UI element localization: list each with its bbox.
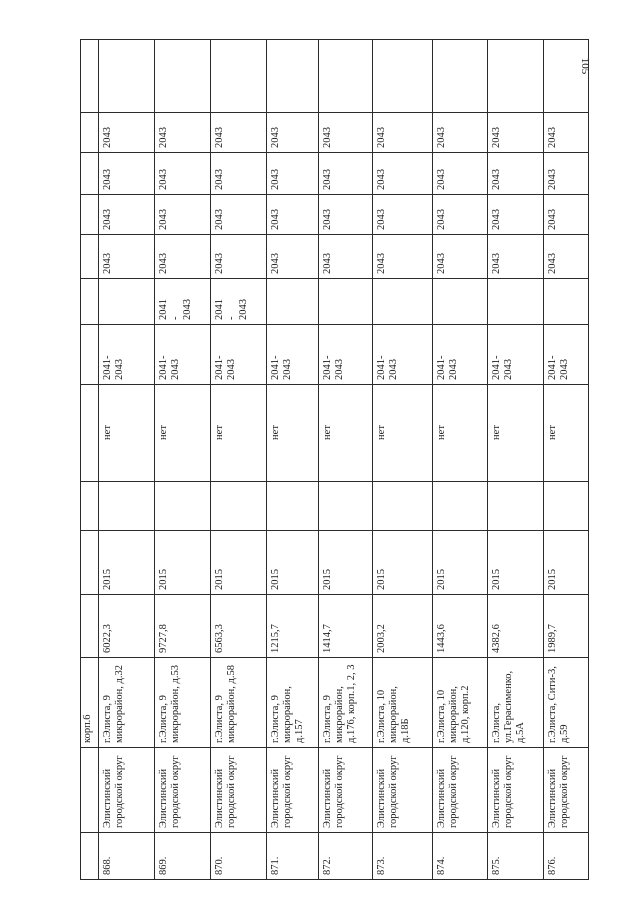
cell-gas-text: нет	[547, 425, 558, 440]
cell-y4-text: 2043	[158, 127, 169, 148]
cell-municipality-text: Элистинский городской округ	[102, 755, 125, 828]
cell-y1	[81, 235, 99, 279]
cell-area	[488, 595, 544, 658]
cell-y1	[433, 235, 488, 279]
cell-period-text: 2041- 2043	[436, 355, 459, 380]
cell-address	[319, 658, 373, 748]
cell-period	[488, 325, 544, 385]
cell-p1	[267, 279, 319, 325]
cell-y3	[99, 153, 155, 195]
cell-y2	[488, 195, 544, 235]
cell-period	[267, 325, 319, 385]
cell-y4	[488, 113, 544, 153]
cell-y1-text: 2043	[547, 253, 558, 274]
cell-empty	[433, 482, 488, 531]
cell-num	[433, 833, 488, 880]
cell-address-text: г.Элиста, 9 микрорайон, д.157	[270, 686, 305, 743]
cell-num	[544, 833, 589, 880]
cell-y2-text: 2043	[270, 209, 281, 230]
cell-p1-text: 2041 - 2043	[158, 299, 193, 320]
cell-y1-text: 2043	[322, 253, 333, 274]
cell-last	[81, 40, 99, 113]
cell-area-text: 4382,6	[491, 624, 502, 653]
cell-y3	[155, 153, 211, 195]
cell-y4-text: 2043	[376, 127, 387, 148]
cell-address-text: г.Элиста, 9 микрорайон, д.58	[214, 665, 237, 743]
cell-y1	[488, 235, 544, 279]
cell-y2-text: 2043	[322, 209, 333, 230]
cell-num	[319, 833, 373, 880]
cell-y2-text: 2043	[158, 209, 169, 230]
table-row	[267, 40, 319, 880]
cell-num	[211, 833, 267, 880]
cell-y2	[319, 195, 373, 235]
cell-y4-text: 2043	[270, 127, 281, 148]
cell-y3-text: 2043	[158, 169, 169, 190]
page-number: 105	[579, 57, 591, 75]
cell-num-text: 869.	[158, 856, 169, 875]
cell-y4	[319, 113, 373, 153]
cell-y4	[81, 113, 99, 153]
cell-y2	[81, 195, 99, 235]
cell-empty	[211, 482, 267, 531]
cell-municipality	[373, 748, 433, 833]
cell-y4-text: 2043	[322, 127, 333, 148]
cell-address	[433, 658, 488, 748]
cell-y4-text: 2043	[547, 127, 558, 148]
cell-empty	[488, 482, 544, 531]
cell-y1	[267, 235, 319, 279]
cell-num	[99, 833, 155, 880]
cell-y3	[319, 153, 373, 195]
cell-last	[155, 40, 211, 113]
cell-empty	[81, 482, 99, 531]
cell-gas-text: нет	[214, 425, 225, 440]
cell-y4-text: 2043	[436, 127, 447, 148]
cell-year	[488, 531, 544, 595]
cell-area-text: 9727,8	[158, 624, 169, 653]
cell-period	[319, 325, 373, 385]
cell-last	[319, 40, 373, 113]
cell-y2	[155, 195, 211, 235]
cell-y2-text: 2043	[547, 209, 558, 230]
cell-empty	[319, 482, 373, 531]
cell-y2	[433, 195, 488, 235]
cell-area-text: 1215,7	[270, 624, 281, 653]
cell-num-text: 875.	[491, 856, 502, 875]
cell-municipality-text: Элистинский городской округ	[547, 755, 570, 828]
cell-y3-text: 2043	[214, 169, 225, 190]
cell-y4-text: 2043	[491, 127, 502, 148]
cell-address	[267, 658, 319, 748]
cell-y4	[433, 113, 488, 153]
cell-y3	[267, 153, 319, 195]
cell-y4	[267, 113, 319, 153]
cell-period	[544, 325, 589, 385]
cell-municipality	[99, 748, 155, 833]
cell-gas	[319, 385, 373, 482]
cell-gas	[373, 385, 433, 482]
cell-year-text: 2015	[491, 569, 502, 590]
cell-year-text: 2015	[547, 569, 558, 590]
cell-y1	[544, 235, 589, 279]
cell-gas	[211, 385, 267, 482]
cell-y3	[211, 153, 267, 195]
cell-p1	[488, 279, 544, 325]
cell-gas-text: нет	[436, 425, 447, 440]
cell-area	[373, 595, 433, 658]
cell-municipality	[81, 748, 99, 833]
cell-year-text: 2015	[376, 569, 387, 590]
cell-address	[99, 658, 155, 748]
cell-y4	[211, 113, 267, 153]
cell-num-text: 868.	[102, 856, 113, 875]
cell-period-text: 2041- 2043	[322, 355, 345, 380]
cell-period-text: 2041- 2043	[270, 355, 293, 380]
cell-empty	[99, 482, 155, 531]
cell-gas	[488, 385, 544, 482]
cell-y2	[211, 195, 267, 235]
cell-num-text: 872.	[322, 856, 333, 875]
cell-p1	[544, 279, 589, 325]
cell-period	[373, 325, 433, 385]
cell-year	[544, 531, 589, 595]
cell-area-text: 6022,3	[102, 624, 113, 653]
cell-gas-text: нет	[102, 425, 113, 440]
cell-empty	[373, 482, 433, 531]
cell-last	[373, 40, 433, 113]
cell-gas	[81, 385, 99, 482]
cell-municipality-text: Элистинский городской округ	[270, 755, 293, 828]
cell-area	[81, 595, 99, 658]
cell-area-text: 2003,2	[376, 624, 387, 653]
cell-y1-text: 2043	[376, 253, 387, 274]
cell-year-text: 2015	[322, 569, 333, 590]
cell-area	[211, 595, 267, 658]
cell-municipality-text: Элистинский городской округ	[376, 755, 399, 828]
table-row	[211, 40, 267, 880]
cell-num	[81, 833, 99, 880]
cell-municipality	[433, 748, 488, 833]
cell-gas-text: нет	[322, 425, 333, 440]
cell-y3-text: 2043	[102, 169, 113, 190]
table-row	[373, 40, 433, 880]
cell-municipality-text: Элистинский городской округ	[491, 755, 514, 828]
rotated-table-container	[80, 40, 570, 880]
cell-address	[155, 658, 211, 748]
cell-y3-text: 2043	[270, 169, 281, 190]
cell-municipality	[488, 748, 544, 833]
cell-y2-text: 2043	[376, 209, 387, 230]
cell-y3	[488, 153, 544, 195]
cell-num	[488, 833, 544, 880]
cell-municipality-text: Элистинский городской округ	[158, 755, 181, 828]
cell-num-text: 876.	[547, 856, 558, 875]
cell-empty	[544, 482, 589, 531]
cell-y3-text: 2043	[436, 169, 447, 190]
table-row	[488, 40, 544, 880]
cell-year	[433, 531, 488, 595]
cell-y2-text: 2043	[436, 209, 447, 230]
cell-period	[211, 325, 267, 385]
table-row	[319, 40, 373, 880]
cell-area	[155, 595, 211, 658]
cell-last	[488, 40, 544, 113]
continuation-row	[81, 40, 99, 880]
cell-address-text: г.Элиста, 10 микрорайон, д.18Б	[376, 686, 411, 743]
cell-address	[81, 658, 99, 748]
cell-municipality	[267, 748, 319, 833]
cell-y3-text: 2043	[322, 169, 333, 190]
cell-gas-text: нет	[376, 425, 387, 440]
cell-y4-text: 2043	[214, 127, 225, 148]
cell-y2-text: 2043	[214, 209, 225, 230]
cell-gas-text: нет	[270, 425, 281, 440]
cell-y3	[81, 153, 99, 195]
cell-year-text: 2015	[436, 569, 447, 590]
cell-area-text: 1443,6	[436, 624, 447, 653]
cell-y1-text: 2043	[491, 253, 502, 274]
cell-y3-text: 2043	[491, 169, 502, 190]
cell-p1	[373, 279, 433, 325]
cell-period-text: 2041- 2043	[214, 355, 237, 380]
cell-area	[433, 595, 488, 658]
cell-y4-text: 2043	[102, 127, 113, 148]
cell-p1	[433, 279, 488, 325]
cell-area	[267, 595, 319, 658]
cell-year	[211, 531, 267, 595]
cell-p1	[155, 279, 211, 325]
cell-period	[99, 325, 155, 385]
cell-year	[373, 531, 433, 595]
cell-num	[155, 833, 211, 880]
cell-y2-text: 2043	[102, 209, 113, 230]
cell-area-text: 1989,7	[547, 624, 558, 653]
cell-area	[544, 595, 589, 658]
cell-y1	[99, 235, 155, 279]
cell-empty	[267, 482, 319, 531]
cell-municipality-text: Элистинский городской округ	[214, 755, 237, 828]
cell-period	[155, 325, 211, 385]
cell-year	[319, 531, 373, 595]
cell-y1-text: 2043	[270, 253, 281, 274]
table-frame	[80, 40, 570, 880]
cell-address-text: г.Элиста, Сити-3, д.59	[547, 666, 570, 743]
cell-y1-text: 2043	[214, 253, 225, 274]
cell-address-text: г.Элиста, ул.Герасименко, д.5А	[491, 670, 526, 743]
cell-year	[99, 531, 155, 595]
cell-last	[433, 40, 488, 113]
cell-num	[373, 833, 433, 880]
table-row	[433, 40, 488, 880]
cell-year	[267, 531, 319, 595]
cell-y3	[373, 153, 433, 195]
table-body	[81, 40, 589, 880]
cell-address-text: г.Элиста, 9 микрорайон, д.176, корп.1, 2, 3	[322, 664, 357, 743]
cell-y2	[99, 195, 155, 235]
cell-num-text: 874.	[436, 856, 447, 875]
cell-last	[544, 40, 589, 113]
cell-p1-text: 2041 - 2043	[214, 299, 249, 320]
cell-y4	[99, 113, 155, 153]
cell-num	[267, 833, 319, 880]
cell-area	[319, 595, 373, 658]
cell-empty	[155, 482, 211, 531]
cell-municipality	[155, 748, 211, 833]
cell-gas	[99, 385, 155, 482]
cell-y1	[373, 235, 433, 279]
cell-address-text: г.Элиста, 9 микрорайон, д.53	[158, 665, 181, 743]
cell-num-text: 871.	[270, 856, 281, 875]
cell-y2-text: 2043	[491, 209, 502, 230]
cell-year-text: 2015	[158, 569, 169, 590]
cell-address-text: г.Элиста, 10 микрорайон, д.120, корп.2	[436, 685, 471, 743]
cell-period-text: 2041- 2043	[376, 355, 399, 380]
cell-year-text: 2015	[102, 569, 113, 590]
cell-y3-text: 2043	[547, 169, 558, 190]
cell-municipality-text: Элистинский городской округ	[322, 755, 345, 828]
cell-y1	[211, 235, 267, 279]
cell-period-text: 2041- 2043	[102, 355, 125, 380]
cell-last	[267, 40, 319, 113]
housing-repair-table	[80, 39, 589, 880]
table-row	[99, 40, 155, 880]
cell-p1	[81, 279, 99, 325]
cell-year	[155, 531, 211, 595]
cell-y3-text: 2043	[376, 169, 387, 190]
cell-y2	[267, 195, 319, 235]
cell-num-text: 870.	[214, 856, 225, 875]
cell-gas-text: нет	[491, 425, 502, 440]
cell-y4	[155, 113, 211, 153]
cell-y4	[544, 113, 589, 153]
cell-y4	[373, 113, 433, 153]
cell-y1-text: 2043	[158, 253, 169, 274]
cell-period	[433, 325, 488, 385]
cell-y3	[544, 153, 589, 195]
cell-gas	[544, 385, 589, 482]
cell-y2	[544, 195, 589, 235]
cell-address	[211, 658, 267, 748]
cell-y2	[373, 195, 433, 235]
cell-period-text: 2041- 2043	[547, 355, 570, 380]
address-continuation: корп.6	[82, 714, 93, 743]
cell-period	[81, 325, 99, 385]
table-row	[544, 40, 589, 880]
cell-period-text: 2041- 2043	[491, 355, 514, 380]
cell-year	[81, 531, 99, 595]
cell-gas	[155, 385, 211, 482]
cell-y1	[155, 235, 211, 279]
cell-address	[544, 658, 589, 748]
cell-y1-text: 2043	[436, 253, 447, 274]
table-row	[155, 40, 211, 880]
cell-area-text: 6563,3	[214, 624, 225, 653]
cell-p1	[319, 279, 373, 325]
cell-municipality	[319, 748, 373, 833]
cell-y3	[433, 153, 488, 195]
cell-address	[488, 658, 544, 748]
cell-area-text: 1414,7	[322, 624, 333, 653]
cell-address-text: г.Элиста, 9 микрорайон, д.32	[102, 665, 125, 743]
cell-y1-text: 2043	[102, 253, 113, 274]
cell-municipality	[544, 748, 589, 833]
cell-municipality	[211, 748, 267, 833]
cell-last	[99, 40, 155, 113]
cell-municipality-text: Элистинский городской округ	[436, 755, 459, 828]
cell-address	[373, 658, 433, 748]
cell-p1	[211, 279, 267, 325]
cell-last	[211, 40, 267, 113]
cell-gas	[433, 385, 488, 482]
cell-y1	[319, 235, 373, 279]
cell-area	[99, 595, 155, 658]
cell-period-text: 2041- 2043	[158, 355, 181, 380]
cell-year-text: 2015	[214, 569, 225, 590]
cell-year-text: 2015	[270, 569, 281, 590]
cell-p1	[99, 279, 155, 325]
cell-gas-text: нет	[158, 425, 169, 440]
cell-num-text: 873.	[376, 856, 387, 875]
cell-gas	[267, 385, 319, 482]
